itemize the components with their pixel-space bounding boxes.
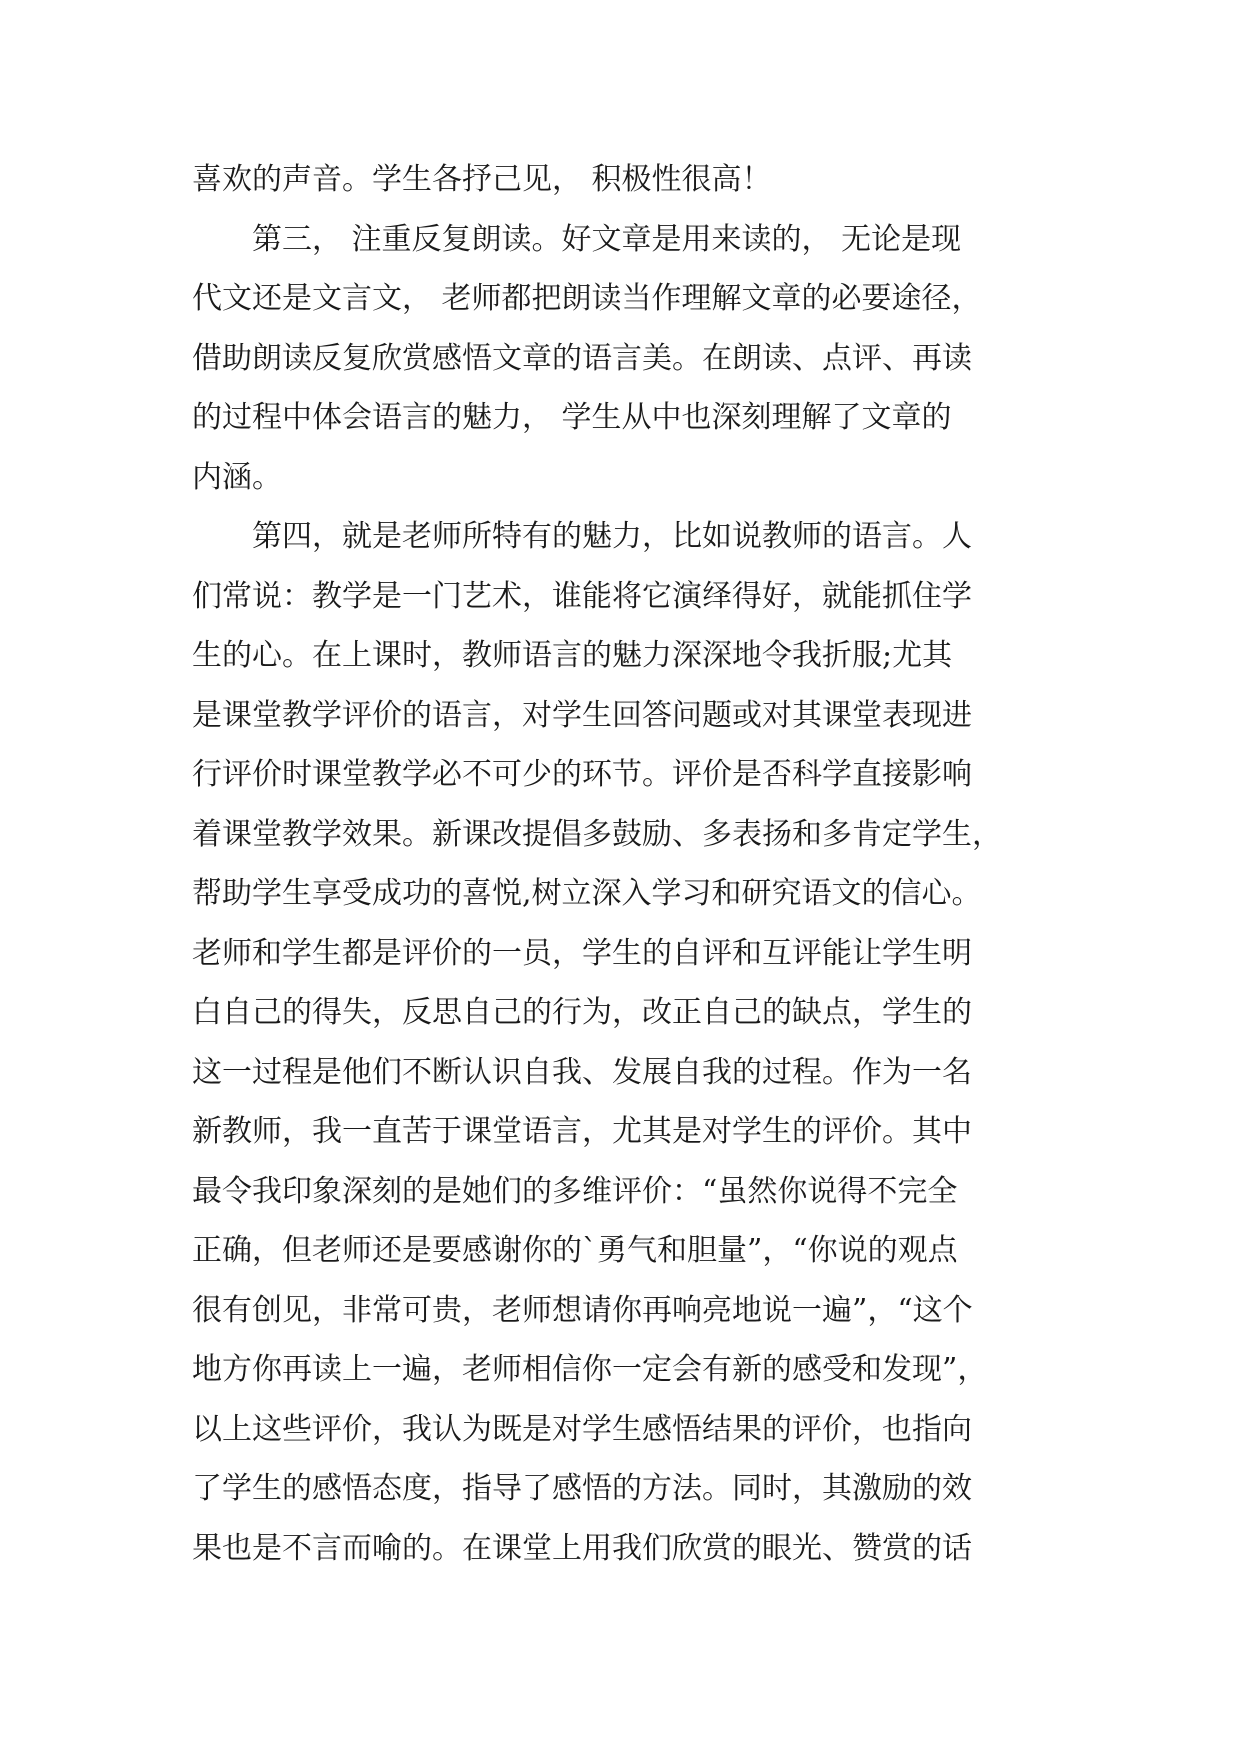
text-line: 以上这些评价，我认为既是对学生感悟结果的评价，也指向 — [192, 1411, 972, 1447]
text-line: 代文还是文言文， 老师都把朗读当作理解文章的必要途径， — [192, 281, 982, 316]
text-line: 是课堂教学评价的语言，对学生回答问题或对其课堂表现进 — [192, 697, 972, 733]
text-line: 地方你再读上一遍，老师相信你一定会有新的感受和发现”， — [192, 1352, 988, 1387]
text-line: 喜欢的声音。学生各抒己见， 积极性很高！ — [192, 162, 772, 197]
text-line: 借助朗读反复欣赏感悟文章的语言美。在朗读、点评、再读 — [192, 340, 972, 376]
text-line: 了学生的感悟态度，指导了感悟的方法。同时，其激励的效 — [192, 1471, 972, 1506]
text-line: 行评价时课堂教学必不可少的环节。评价是否科学直接影响 — [192, 757, 972, 792]
text-line: 白自己的得失，反思自己的行为，改正自己的缺点，学生的 — [192, 995, 972, 1030]
text-line: 这一过程是他们不断认识自我、发展自我的过程。作为一名 — [192, 1054, 972, 1090]
text-line: 着课堂教学效果。新课改提倡多鼓励、多表扬和多肯定学生， — [192, 816, 1002, 852]
text-line: 新教师，我一直苦于课堂语言，尤其是对学生的评价。其中 — [192, 1114, 972, 1149]
text-line: 很有创见，非常可贵，老师想请你再响亮地说一遍”，“这个 — [192, 1292, 973, 1328]
text-line: 正确，但老师还是要感谢你的`勇气和胆量”，“你说的观点 — [192, 1233, 958, 1268]
text-line: 帮助学生享受成功的喜悦,树立深入学习和研究语文的信心。 — [192, 876, 982, 911]
text-line: 生的心。在上课时，教师语言的魅力深深地令我折服;尤其 — [192, 638, 953, 673]
text-line: 的过程中体会语言的魅力， 学生从中也深刻理解了文章的 — [192, 400, 952, 435]
text-line: 最令我印象深刻的是她们的多维评价：“虽然你说得不完全 — [192, 1173, 958, 1209]
document-body — [192, 160, 1072, 1588]
text-line: 果也是不言而喻的。在课堂上用我们欣赏的眼光、赞赏的话 — [192, 1530, 972, 1566]
text-line: 们常说：教学是一门艺术，谁能将它演绎得好，就能抓住学 — [192, 578, 972, 614]
text-line: 老师和学生都是评价的一员，学生的自评和互评能让学生明 — [192, 935, 972, 971]
text-line: 第三， 注重反复朗读。好文章是用来读的， 无论是现 — [192, 221, 962, 257]
text-line: 第四，就是老师所特有的魅力，比如说教师的语言。人 — [192, 519, 972, 554]
text-line: 内涵。 — [192, 459, 282, 495]
